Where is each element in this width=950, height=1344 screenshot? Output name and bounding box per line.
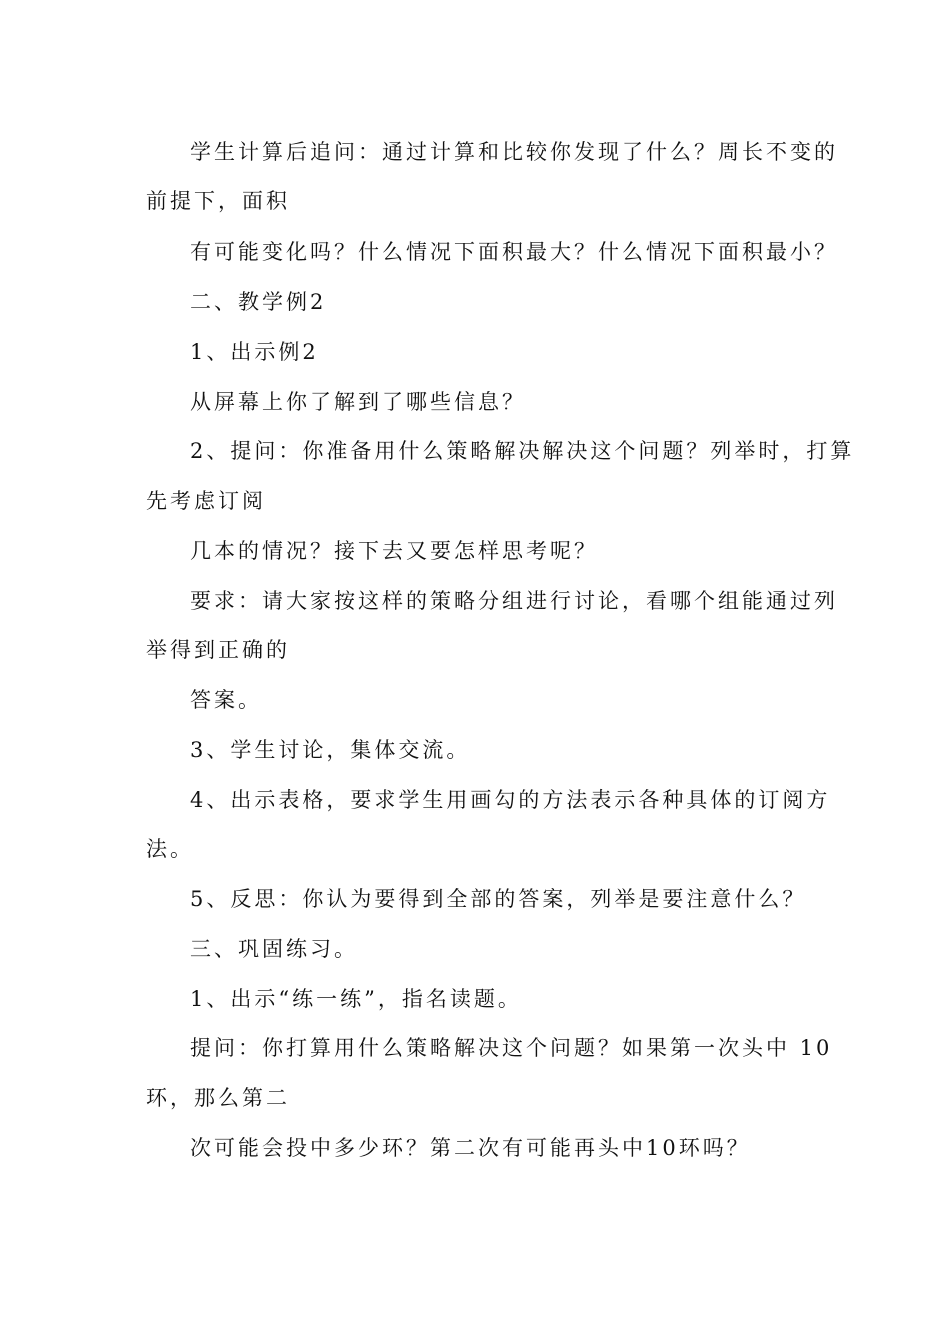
- paragraph-line: 前提下，面积: [146, 189, 290, 213]
- paragraph-line: 次可能会投中多少环？第二次有可能再头中10环吗？: [190, 1136, 751, 1160]
- paragraph-line: 学生计算后追问：通过计算和比较你发现了什么？周长不变的: [190, 140, 838, 164]
- section-heading: 三、巩固练习。: [190, 937, 358, 961]
- paragraph-line: 先考虑订阅: [146, 489, 266, 513]
- paragraph-line: 要求：请大家按这样的策略分组进行讨论，看哪个组能通过列: [190, 589, 838, 613]
- paragraph-line: 举得到正确的: [146, 638, 290, 662]
- paragraph-line: 1、出示“练一练”，指名读题。: [190, 987, 522, 1011]
- paragraph-line: 有可能变化吗？什么情况下面积最大？什么情况下面积最小？: [190, 240, 838, 264]
- section-heading: 二、教学例2: [190, 290, 327, 314]
- paragraph-line: 答案。: [190, 688, 262, 712]
- paragraph-line: 提问：你打算用什么策略解决这个问题？如果第一次头中 10: [190, 1036, 833, 1060]
- paragraph-line: 5、反思：你认为要得到全部的答案，列举是要注意什么？: [190, 887, 807, 911]
- paragraph-line: 4、出示表格，要求学生用画勾的方法表示各种具体的订阅方: [190, 788, 831, 812]
- paragraph-line: 法。: [146, 837, 194, 861]
- paragraph-line: 从屏幕上你了解到了哪些信息？: [190, 390, 526, 414]
- paragraph-line: 2、提问：你准备用什么策略解决解决这个问题？列举时，打算: [190, 439, 855, 463]
- paragraph-line: 环，那么第二: [146, 1086, 290, 1110]
- paragraph-line: 几本的情况？接下去又要怎样思考呢？: [190, 539, 598, 563]
- paragraph-line: 3、学生讨论，集体交流。: [190, 738, 471, 762]
- paragraph-line: 1、出示例2: [190, 340, 319, 364]
